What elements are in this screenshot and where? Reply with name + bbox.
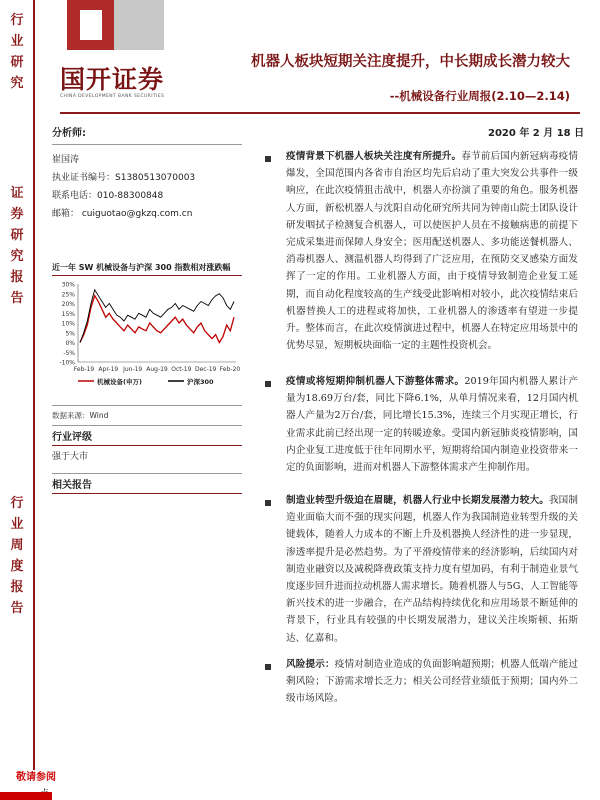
para-3-lead: 制造业转型升级迫在眉睫，机器人行业中长期发展潜力较大。 [286,495,549,506]
x-tick-label: Aug-19 [146,366,168,373]
analyst-block [52,120,242,223]
series-line-csi300 [80,290,234,343]
relative-performance-chart [52,262,242,404]
y-tick-label: -5% [63,349,75,357]
x-tick-label: Feb-19 [73,366,95,373]
body-paragraph-3 [286,492,578,647]
chart-source-block [52,405,242,421]
bullet-marker [265,156,271,162]
x-tick-label: Feb-20 [219,366,241,373]
footer-accent-bar [0,792,52,800]
y-tick-label: 25% [61,291,75,299]
footer-disclaimer: 敬请参阅 [16,772,56,783]
y-tick-label: 10% [61,320,75,328]
y-tick-label: 30% [61,281,75,289]
para-4-text: 疫情对制造业造成的负面影响超预期；机器人低端产能过剩风险；下游需求增长乏力；相关公司经营业绩低于预期；国内外二级市场风险。 [286,659,579,705]
x-tick-label: Oct-19 [171,366,192,373]
report-subtitle: --机械设备行业周报(2.10—2.14) [389,89,570,103]
sidebar-label-weekly-report: 行业周度报告 [10,496,24,616]
x-tick-label: Apr-19 [98,366,119,373]
sidebar-label-securities-report: 证券研究报告 [10,186,24,306]
bullet-marker [265,500,271,506]
logo-mark-gray [114,0,164,50]
logo-mark-cutout [80,10,102,40]
para-3-text: 我国制造业面临大而不强的现实问题，机器人作为我国制造业转型升级的关键载体，随着人力成本的不断上升及机器换人经济性的进一步显现，渗透率提升是必然趋势。为了平滑疫情带来的经济影响，后续国内对制造业融资以及减税降费政策支持力度有望加码，有利于制造业景气度逐步回升进而拉动机器人需求增长。随着机器人与5G、人工智能等新兴技术的进一步融合，在产品结构持续优化和应用场景不断延伸的背景下，行业具有较强的中长期发展潜力，建议关注埃斯顿、拓斯达、亿嘉和。 [286,495,579,644]
para-4-lead: 风险提示： [286,659,335,670]
y-tick-label: 15% [61,310,75,318]
logo-english-name: CHINA DEVELOPMENT BANK SECURITIES [60,94,165,99]
y-tick-label: -10% [59,359,75,367]
analyst-email: 邮箱： cuiguotao@gkzq.com.cn [52,209,193,219]
left-sidebar [0,0,34,770]
body-paragraph-1 [286,148,578,354]
report-title: 机器人板块短期关注度提升，中长期成长潜力较大 [251,53,570,70]
chart-svg [52,276,242,394]
analyst-divider [52,144,242,145]
bullet-marker [265,381,271,387]
legend-label: 沪深300 [187,378,214,386]
para-2-lead: 疫情或将短期抑制机器人下游整体需求。 [286,376,465,387]
analyst-license: 执业证书编号：S1380513070003 [52,173,196,183]
chart-source: 数据来源：Wind [52,411,109,420]
rating-block [52,425,242,466]
related-reports-heading: 相关报告 [52,473,242,494]
para-2-text: 2019年国内机器人累计产量为18.69万台/套，同比下降6.1%，从单月情况来看，12月国内机器人产量为2万台/套，同比增长15.3%，连续三个月实现正增长，行业需求此前已经出现一定的转暖迹象。受国内新冠肺炎疫情影响，国内企业复工进度低于往年同期水平，短期将给国内制造业投资带来一定的负面影响，进而对机器人下游整体需求产生抑制作用。 [286,376,578,474]
analyst-phone: 联系电话：010-88300848 [52,191,164,201]
sidebar-label-industry-research: 行业研究 [10,13,24,91]
para-1-text: 春节前后国内新冠病毒疫情爆发，全国范围内各省市自治区均先后启动了重大突发公共事件一级响应，在此次疫情狙击战中，机器人亦扮演了重要的角色。服务机器人方面，新松机器人与沈阳自动化研究所共同为钟南山院士团队设计研发咽拭子检测复合机器人，可以使医护人员在不接触病患的前提下完成采集进而保障人身安全；医用配送机器人、多功能送餐机器人、消毒机器人、测温机器人均得到了广泛应用，在预防交叉感染方面发挥了一定的作用。工业机器人方面，由于疫情导致制造企业复工延期，而自动化程度较高的生产线受此影响相对较小，此次疫情结束后机器替换人工的进程或将加快，工业机器人的渗透率有望进一步提升。整体而言，在此次疫情演进过程中，机器人在特定应用场景中的优势尽显，短期板块面临一定的主题性投资机会。 [286,151,579,352]
legend-label: 机械设备(申万) [97,378,142,386]
chart-source-divider [52,405,242,406]
analyst-name: 崔国涛 [52,155,80,165]
y-tick-label: 20% [61,301,75,308]
x-tick-label: Jun-19 [123,366,143,373]
para-1-lead: 疫情背景下机器人板块关注度有所提升。 [286,151,462,162]
body-paragraph-2 [286,373,578,476]
rating-heading: 行业评级 [52,425,242,446]
sidebar-divider [33,0,35,770]
y-tick-label: 5% [65,330,75,338]
body-paragraph-4 [286,656,578,708]
report-date: 2020 年 2 月 18 日 [488,128,585,139]
bullet-marker [265,664,271,670]
x-tick-label: Dec-19 [194,366,217,373]
rating-value: 强于大市 [52,452,89,462]
logo-name: 国开证券 [60,65,165,94]
chart-title: 近一年 SW 机械设备与沪深 300 指数相对涨跌幅 [52,262,242,276]
related-reports-block [52,473,242,494]
header-divider [60,112,580,114]
y-tick-label: 0% [65,340,75,347]
analyst-heading: 分析师: [52,128,86,139]
